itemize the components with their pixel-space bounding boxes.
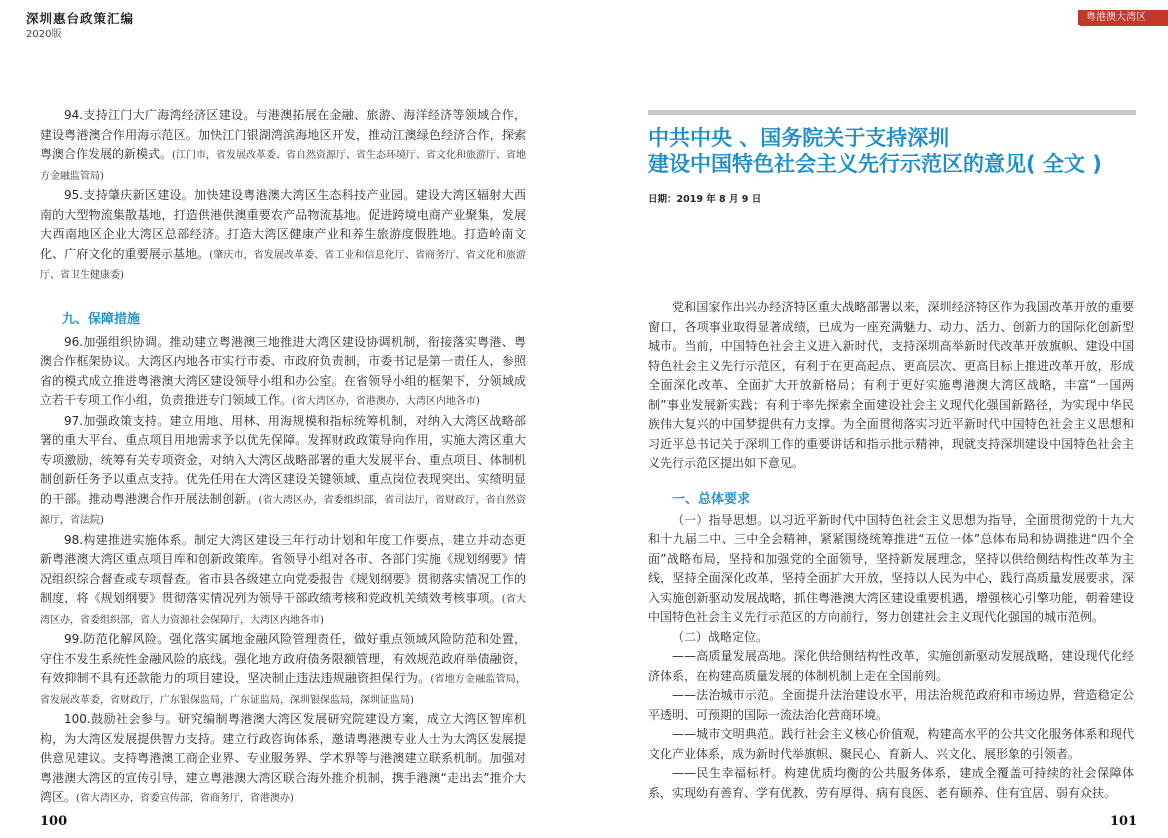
intro-paragraph: 党和国家作出兴办经济特区重大战略部署以来，深圳经济特区作为我国改革开放的重要窗口，各项事业取得显著成绩，已成为一座充满魅力、动力、活力、创新力的国际化创新型城市。当前，中国特色社会主义进入新时代，支持深圳高举新时代改革开放旗帜、建设中国特色社会主义先行示范区，有利于在更高起点、更高层次、更高目标上推进改革开放，形成全面深化改革、全面扩大开放新格局；有利于更好实施粤港澳大湾区战略，丰富“一国两制”事业发展新实践；有利于率先探索全面建设社会主义现代化强国新路径，为实现中华民族伟大复兴的中国梦提供有力支撑。为全面贯彻落实习近平新时代中国特色社会主义思想和习近平总书记关于深圳工作的重要讲话和指示批示精神，现就支持深圳建设中国特色社会主义先行示范区提出如下意见。	[648, 300, 1134, 470]
book-edition: 2020版	[26, 29, 62, 40]
paragraph-95-text: 95.支持肇庆新区建设。加快建设粤港澳大湾区生态科技产业园。建设大湾区辐射大西南的大型物流集散基地，打造供港供澳重要农产品物流基地。促进跨境电商产业聚集，发展大西南地区企业大湾区总部经济。打造大湾区健康产业和养生旅游度假胜地。打造岭南文化、广府文化的重要展示基地。	[40, 188, 526, 261]
paragraph-94-text: 94.支持江门大广海湾经济区建设。与港澳拓展在金融、旅游、海洋经济等领域合作，建设粤港澳合作用海示范区。加快江门银湖湾滨海地区开发，推动江澳绿色经济合作，探索粤澳合作发展的新模式。	[40, 108, 526, 161]
document-title-line-2: 建设中国特色社会主义先行示范区的意见( 全文 )	[648, 152, 1102, 176]
positioning-item-1: ——高质量发展高地。深化供给侧结构性改革，实施创新驱动发展战略，建设现代化经济体系，在构建高质量发展的体制机制上走在全国前列。	[648, 649, 1134, 683]
paragraph-99-text: 99.防范化解风险。强化落实属地金融风险管理责任，做好重点领域风险防范和处置，守住不发生系统性金融风险的底线。强化地方政府债务限额管理，有效规范政府举债融资，有效抑制不具有还款能力的项目建设，坚决制止违法违规融资担保行为。	[40, 632, 526, 685]
page-number-right: 101	[1110, 814, 1138, 829]
title-rule	[648, 110, 1136, 115]
paragraph-98-source: (省大湾区办，省委组织部，省人力资源社会保障厅，大湾区内地各市)	[40, 594, 526, 626]
section-tab: 粤港澳大湾区	[1078, 10, 1168, 25]
document-title-line-1: 中共中央 、国务院关于支持深圳	[648, 126, 950, 150]
page-number-left: 100	[40, 814, 68, 829]
paragraph-95-source: (肇庆市，省发展改革委、省工业和信息化厅、省商务厅、省文化和旅游厅、省卫生健康委)	[40, 249, 526, 281]
paragraph-98-text: 98.构建推进实施体系。制定大湾区建设三年行动计划和年度工作要点，建立并动态更新粤港澳大湾区重点项目库和创新政策库。省领导小组对各市、各部门实施《规划纲要》情况组织综合督查或专项督查。省市县各级建立向党委报告《规划纲要》贯彻落实情况工作的制度，将《规划纲要》贯彻落实情况列为领导干部政绩考核和党政机关绩效考核事项。	[40, 532, 526, 605]
paragraph-100-text: 100.鼓励社会参与。研究编制粤港澳大湾区发展研究院建设方案，成立大湾区智库机构，为大湾区发展提供智力支持。建立行政咨询体系，邀请粤港澳专业人士为大湾区发展提供意见建议。支持粤港澳工商企业界、专业服务界、学术界等与港澳建立联系机制。加强对粤港澳大湾区的宣传引导，建立粤港澳大湾区联合海外推介机制，携手港澳“走出去”推介大湾区。	[40, 712, 526, 804]
paragraph-96-source: (省大湾区办，省港澳办，大湾区内地各市)	[292, 396, 480, 407]
paragraph-98	[40, 531, 526, 631]
document-title	[648, 125, 1148, 177]
paragraph-97-text: 97.加强政策支持。建立用地、用林、用海规模和指标统筹机制，对纳入大湾区战略部署的重大平台、重点项目用地需求予以优先保障。发挥财政政策导向作用，实施大湾区重大专项激励，统筹有关专项资金，对纳入大湾区战略部署的重大发展平台、重点项目、体制机制创新任务予以重点支持。优先任用在大湾区建设关键领域、重点岗位表现突出、实绩明显的干部。推动粤港澳合作开展法制创新。	[40, 413, 526, 506]
paragraph-97-source: (省大湾区办，省委组织部，省司法厅，省财政厅，省自然资源厅，省法院)	[40, 494, 526, 526]
paragraph-100-source: (省大湾区办，省委宣传部，省商务厅，省港澳办)	[76, 793, 294, 804]
paragraph-97	[40, 412, 526, 531]
document-date: 日期：2019 年 8 月 9 日	[648, 194, 762, 205]
positioning-item-4: ——民生幸福标杆。构建优质均衡的公共服务体系，建成全覆盖可持续的社会保障体系，实现幼有善育、学有优教、劳有厚得、病有良医、老有颐养、住有宜居、弱有众扶。	[648, 766, 1134, 800]
paragraph-94-source: (江门市，省发展改革委、省自然资源厅、省生态环境厅、省文化和旅游厅、省地方金融监管局)	[40, 150, 526, 182]
guiding-thought-paragraph: （一）指导思想。以习近平新时代中国特色社会主义思想为指导，全面贯彻党的十九大和十九届二中、三中全会精神，紧紧围绕统筹推进“五位一体”总体布局和协调推进“四个全面”战略布局，坚持和加强党的全面领导，坚持新发展理念，坚持以供给侧结构性改革为主线，坚持全面深化改革，坚持全面扩大开放，坚持以人民为中心，践行高质量发展要求，深入实施创新驱动发展战略，抓住粤港澳大湾区建设重要机遇，增强核心引擎功能，朝着建设中国特色社会主义先行示范区的方向前行，努力创建社会主义现代化强国的城市范例。	[648, 512, 1134, 624]
book-title: 深圳惠台政策汇编	[26, 11, 135, 26]
left-page-body	[40, 106, 526, 809]
positioning-item-2: ——法治城市示范。全面提升法治建设水平，用法治规范政府和市场边界，营造稳定公平透明、可预期的国际一流法治化营商环境。	[648, 688, 1134, 722]
section-tab-rule	[1080, 25, 1168, 26]
paragraph-99-source: (省地方金融监管局，省发展改革委，省财政厅，广东银保监局，广东证监局，深圳银保监局，深圳证监局)	[40, 674, 526, 706]
paragraph-96	[40, 333, 526, 412]
positioning-item-3: ——城市文明典范。践行社会主义核心价值观，构建高水平的公共文化服务体系和现代文化产业体系，成为新时代举旗帜、聚民心、育新人、兴文化、展形象的引领者。	[648, 727, 1134, 761]
chapter-heading-9: 九、保障措施	[62, 311, 141, 327]
paragraph-94	[40, 106, 526, 186]
strategic-positioning-heading: （二）战略定位。	[672, 629, 769, 644]
paragraph-100	[40, 710, 526, 809]
right-page-body	[648, 298, 1134, 803]
section-heading-1: 一、总体要求	[672, 491, 751, 507]
paragraph-95	[40, 186, 526, 286]
paragraph-96-text: 96.加强组织协调。推动建立粤港澳三地推进大湾区建设协调机制，衔接落实粤港、粤澳合作框架协议。大湾区内地各市实行市委、市政府负责制，市委书记是第一责任人，参照省的模式成立推进粤港澳大湾区建设领导小组和办公室。在省领导小组的框架下，分领域成立若干专项工作小组，负责推进专门领域工作。	[40, 334, 526, 407]
paragraph-99	[40, 630, 526, 710]
